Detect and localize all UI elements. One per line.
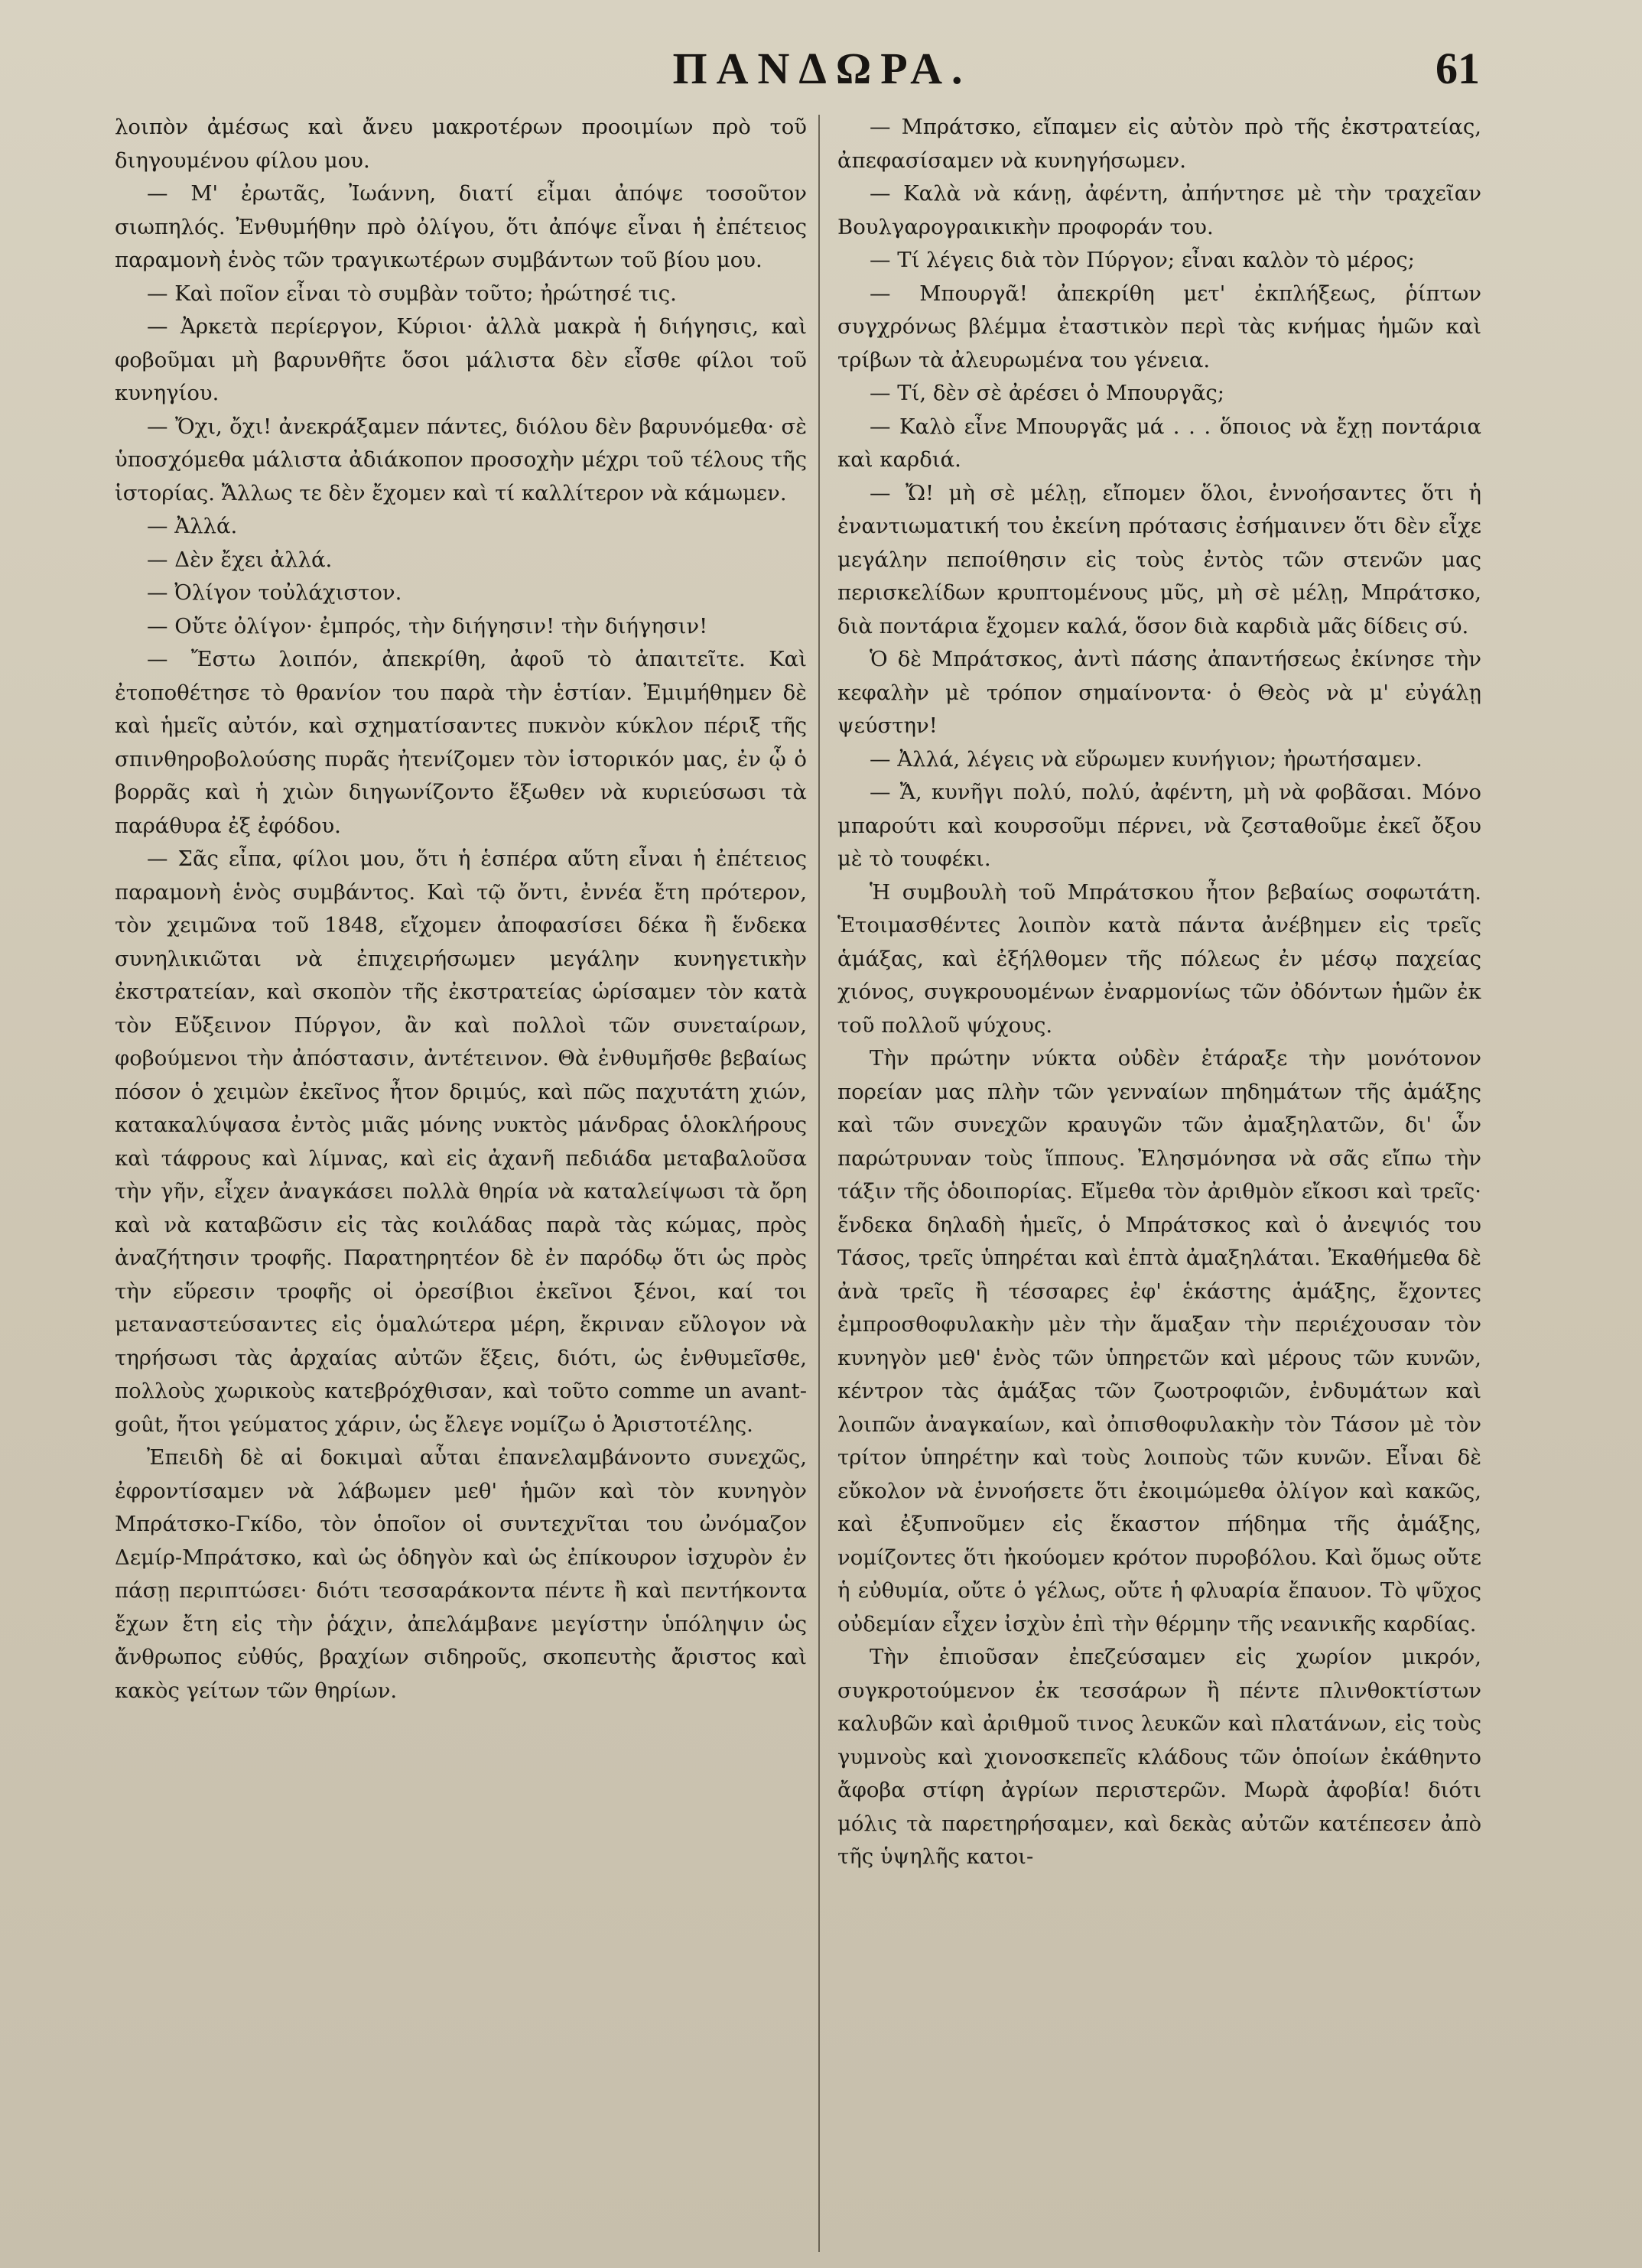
- paragraph: — Ὤ! μὴ σὲ μέλῃ, εἴπομεν ὅλοι, ἐννοήσαντες ὅτι ἡ ἐναντιωματική του ἐκείνη πρότασις ἐσήμαινεν ὅτι δὲν εἶχε μεγάλην πεποίθησιν εἰς τοὺς ἐντὸς τῶν στενῶν μας περισκελίδων κρυπτομένους μῦς, μὴ σὲ μέλῃ, Μπράτσκο, διὰ ποντάρια ἔχομεν καλά, ὅσον διὰ καρδιὰ μᾶς δίδεις σύ.: [837, 480, 1481, 638]
- paragraph: — Τί, δὲν σὲ ἀρέσει ὁ Μπουργᾶς;: [870, 381, 1225, 405]
- paragraph: — Ὀλίγον τοὐλάχιστον.: [147, 580, 402, 605]
- paragraph: — Σᾶς εἶπα, φίλοι μου, ὅτι ἡ ἑσπέρα αὕτη εἶναι ἡ ἐπέτειος παραμονὴ ἑνὸς συμβάντος. Καὶ τῷ ὄντι, ἐννέα ἔτη πρότερον, τὸν χειμῶνα τοῦ 1848, εἴχομεν ἀποφασίσει δέκα ἢ ἕνδεκα συνηλικιῶται νὰ ἐπιχειρήσωμεν μεγάλην κυνηγετικὴν ἐκστρατείαν, καὶ σκοπὸν τῆς ἐκστρατείας ὡρίσαμεν τὸν κατὰ τὸν Εὔξεινον Πύργον, ἂν καὶ πολλοὶ τῶν συνεταίρων, φοβούμενοι τὴν ἀπόστασιν, ἀντέτεινον. Θὰ ἐνθυμῆσθε βεβαίως πόσον ὁ χειμὼν ἐκεῖνος ἦτον δριμύς, καὶ πῶς παχυτάτη χιών, κατακαλύψασα ἐντὸς μιᾶς μόνης νυκτὸς μάνδρας ὁλοκλήρους καὶ τάφρους καὶ λίμνας, καὶ εἰς ἀχανῆ πεδιάδα μεταβαλοῦσα τὴν γῆν, εἶχεν ἀναγκάσει πολλὰ θηρία νὰ καταλείψωσι τὰ ὄρη καὶ νὰ καταβῶσιν εἰς τὰς κοιλάδας παρὰ τὰς κώμας, πρὸς ἀναζήτησιν τροφῆς. Παρατηρητέον δὲ ἐν παρόδῳ ὅτι ὡς πρὸς τὴν εὕρεσιν τροφῆς οἱ ὀρεσίβιοι ἐκεῖνοι ξένοι, καί τοι μεταναστεύσαντες εἰς ὁμαλώτερα μέρη, ἔκριναν εὔλογον νὰ τηρήσωσι τὰς ἀρχαίας αὐτῶν ἕξεις, διότι, ὡς ἐνθυμεῖσθε, πολλοὺς χωρικοὺς κατεβρόχθισαν, καὶ τοῦτο comme un avant-goût, ἤτοι γεύματος χάριν, ὡς ἔλεγε νομίζω ὁ Ἀριστοτέλης.: [115, 846, 807, 1437]
- paragraph: — Ἀλλά, λέγεις νὰ εὕρωμεν κυνήγιον; ἠρωτήσαμεν.: [870, 746, 1423, 772]
- paragraph: — Ἔστω λοιπόν, ἀπεκρίθη, ἀφοῦ τὸ ἀπαιτεῖτε. Καὶ ἐτοποθέτησε τὸ θρανίον του παρὰ τὴν ἑστίαν. Ἐμιμήθημεν δὲ καὶ ἡμεῖς αὐτόν, καὶ σχηματίσαντες πυκνὸν κύκλον πέριξ τῆς σπινθηροβολούσης πυρᾶς ἠτενίζομεν τὸν ἱστορικόν μας, ἐν ᾧ ὁ βορρᾶς καὶ ἡ χιὼν διηγωνίζοντο ἔξωθεν νὰ κυριεύσωσι τὰ παράθυρα ἐξ ἐφόδου.: [115, 647, 807, 838]
- right-column: [837, 111, 1481, 2244]
- paragraph: Ὁ δὲ Μπράτσκος, ἀντὶ πάσης ἀπαντήσεως ἐκίνησε τὴν κεφαλὴν μὲ τρόπον σημαίνοντα· ὁ Θεὸς νὰ μ' εὐγάλῃ ψεύστην!: [837, 647, 1481, 738]
- paragraph: — Ὄχι, ὄχι! ἀνεκράξαμεν πάντες, διόλου δὲν βαρυνόμεθα· σὲ ὑποσχόμεθα μάλιστα ἀδιάκοπον προσοχὴν μέχρι τοῦ τέλους τῆς ἱστορίας. Ἄλλως τε δὲν ἔχομεν καὶ τί καλλίτερον νὰ κάμωμεν.: [115, 414, 807, 505]
- paragraph: — Μ' ἐρωτᾶς, Ἰωάννη, διατί εἶμαι ἀπόψε τοσοῦτον σιωπηλός. Ἐνθυμήθην πρὸ ὀλίγου, ὅτι ἀπόψε εἶναι ἡ ἐπέτειος παραμονὴ ἑνὸς τῶν τραγικωτέρων συμβάντων τοῦ βίου μου.: [115, 181, 807, 272]
- paragraph: — Οὔτε ὀλίγον· ἐμπρός, τὴν διήγησιν! τὴν διήγησιν!: [147, 613, 708, 638]
- page-header: [0, 43, 1642, 112]
- paragraph: — Καὶ ποῖον εἶναι τὸ συμβὰν τοῦτο; ἠρώτησέ τις.: [147, 281, 677, 306]
- paragraph: — Τί λέγεις διὰ τὸν Πύργον; εἶναι καλὸν τὸ μέρος;: [870, 248, 1415, 272]
- periodical-title: ΠΑΝΔΩΡΑ.: [672, 44, 972, 93]
- paragraph: — Ἀρκετὰ περίεργον, Κύριοι· ἀλλὰ μακρὰ ἡ διήγησις, καὶ φοβοῦμαι μὴ βαρυνθῆτε ὅσοι μάλιστα δὲν εἶσθε φίλοι τοῦ κυνηγίου.: [115, 314, 807, 405]
- paragraph: — Μπράτσκο, εἴπαμεν εἰς αὐτὸν πρὸ τῆς ἐκστρατείας, ἀπεφασίσαμεν νὰ κυνηγήσωμεν.: [837, 115, 1481, 173]
- page-number: 61: [1436, 44, 1480, 93]
- paragraph: — Μπουργᾶ! ἀπεκρίθη μετ' ἐκπλήξεως, ῥίπτων συγχρόνως βλέμμα ἐταστικὸν περὶ τὰς κνήμας ἡμῶν καὶ τρίβων τὰ ἀλευρωμένα του γένεια.: [837, 281, 1481, 372]
- paragraph: — Καλὸ εἶνε Μπουργᾶς μά . . . ὅποιος νὰ ἔχῃ ποντάρια καὶ καρδιά.: [837, 414, 1481, 472]
- paragraph: Ἐπειδὴ δὲ αἱ δοκιμαὶ αὗται ἐπανελαμβάνοντο συνεχῶς, ἐφροντίσαμεν νὰ λάβωμεν μεθ' ἡμῶν καὶ τὸν κυνηγὸν Μπράτσκο-Γκίδο, τὸν ὁποῖον οἱ συντεχνῖται του ὠνόμαζον Δεμίρ-Μπράτσκο, καὶ ὡς ὁδηγὸν καὶ ὡς ἐπίκουρον ἰσχυρὸν ἐν πάσῃ περιπτώσει· διότι τεσσαράκοντα πέντε ἢ καὶ πεντήκοντα ἔχων ἔτη εἰς τὴν ῥάχιν, ἀπελάμβανε μεγίστην ὑπόληψιν ὡς ἄνθρωπος εὐθύς, βραχίων σιδηροῦς, σκοπευτὴς ἄριστος καὶ κακὸς γείτων τῶν θηρίων.: [115, 1445, 807, 1703]
- paragraph: Τὴν πρώτην νύκτα οὐδὲν ἐτάραξε τὴν μονότονον πορείαν μας πλὴν τῶν γενναίων πηδημάτων τῆς ἁμάξης καὶ τῶν συνεχῶν κραυγῶν τῶν ἀμαξηλατῶν, δι' ὧν παρώτρυναν τοὺς ἵππους. Ἐλησμόνησα νὰ σᾶς εἴπω τὴν τάξιν τῆς ὁδοιπορίας. Εἴμεθα τὸν ἀριθμὸν εἴκοσι καὶ τρεῖς· ἕνδεκα δηλαδὴ ἡμεῖς, ὁ Μπράτσκος καὶ ὁ ἀνεψιός του Τάσος, τρεῖς ὑπηρέται καὶ ἑπτὰ ἀμαξηλάται. Ἐκαθήμεθα δὲ ἀνὰ τρεῖς ἢ τέσσαρες ἐφ' ἑκάστης ἁμάξης, ἔχοντες ἐμπροσθοφυλακὴν μὲν τὴν ἅμαξαν τὴν περιέχουσαν τὸν κυνηγὸν μεθ' ἑνὸς τῶν ὑπηρετῶν καὶ μέρους τῶν κυνῶν, κέντρον τὰς ἁμάξας τῶν ζωοτροφιῶν, ἐνδυμάτων καὶ λοιπῶν ἀναγκαίων, καὶ ὀπισθοφυλακὴν τὸν Τάσον μὲ τὸν τρίτον ὑπηρέτην καὶ τοὺς λοιποὺς τῶν κυνῶν. Εἶναι δὲ εὔκολον νὰ ἐννοήσετε ὅτι ἐκοιμώμεθα ὀλίγον καὶ κακῶς, καὶ ἐξυπνοῦμεν εἰς ἕκαστον πήδημα τῆς ἁμάξης, νομίζοντες ὅτι ἠκούομεν κρότον πυροβόλου. Καὶ ὅμως οὔτε ἡ εὐθυμία, οὔτε ὁ γέλως, οὔτε ἡ φλυαρία ἔπαυον. Τὸ ψῦχος οὐδεμίαν εἶχεν ἰσχὺν ἐπὶ τὴν θέρμην τῆς νεανικῆς καρδίας.: [837, 1046, 1481, 1636]
- paragraph: Ἡ συμβουλὴ τοῦ Μπράτσκου ἦτον βεβαίως σοφωτάτη. Ἑτοιμασθέντες λοιπὸν κατὰ πάντα ἀνέβημεν εἰς τρεῖς ἁμάξας, καὶ ἐξήλθομεν τῆς πόλεως ἐν μέσῳ παχείας χιόνος, συγκρουομένων ἐναρμονίως τῶν ὀδόντων ἡμῶν ἐκ τοῦ πολλοῦ ψύχους.: [837, 879, 1481, 1038]
- paragraph: — Δὲν ἔχει ἀλλά.: [147, 547, 333, 572]
- paragraph: — Καλὰ νὰ κάνῃ, ἀφέντη, ἀπήντησε μὲ τὴν τραχεῖαν Βουλγαρογραικικὴν προφοράν του.: [837, 181, 1481, 239]
- paragraph: — Ἀλλά.: [147, 514, 238, 538]
- paragraph: Τὴν ἐπιοῦσαν ἐπεζεύσαμεν εἰς χωρίον μικρόν, συγκροτούμενον ἐκ τεσσάρων ἢ πέντε πλινθοκτίστων καλυβῶν καὶ ἀριθμοῦ τινος λευκῶν καὶ πλατάνων, εἰς τοὺς γυμνοὺς καὶ χιονοσκεπεῖς κλάδους τῶν ὁποίων ἐκάθηντο ἄφοβα στίφη ἀγρίων περιστερῶν. Μωρὰ ἀφοβία! διότι μόλις τὰ παρετηρήσαμεν, καὶ δεκὰς αὐτῶν κατέπεσεν ἀπὸ τῆς ὑψηλῆς κατοι-: [837, 1645, 1481, 1869]
- paragraph: — Ἄ, κυνῆγι πολύ, πολύ, ἀφέντη, μὴ νὰ φοβᾶσαι. Μόνο μπαρούτι καὶ κουρσοῦμι πέρνει, νὰ ζεσταθοῦμε ἐκεῖ ὄξου μὲ τὸ τουφέκι.: [837, 780, 1481, 871]
- paragraph: λοιπὸν ἀμέσως καὶ ἄνευ μακροτέρων προοιμίων πρὸ τοῦ διηγουμένου φίλου μου.: [115, 115, 807, 173]
- column-divider: [818, 115, 820, 2252]
- left-column: [115, 111, 807, 2244]
